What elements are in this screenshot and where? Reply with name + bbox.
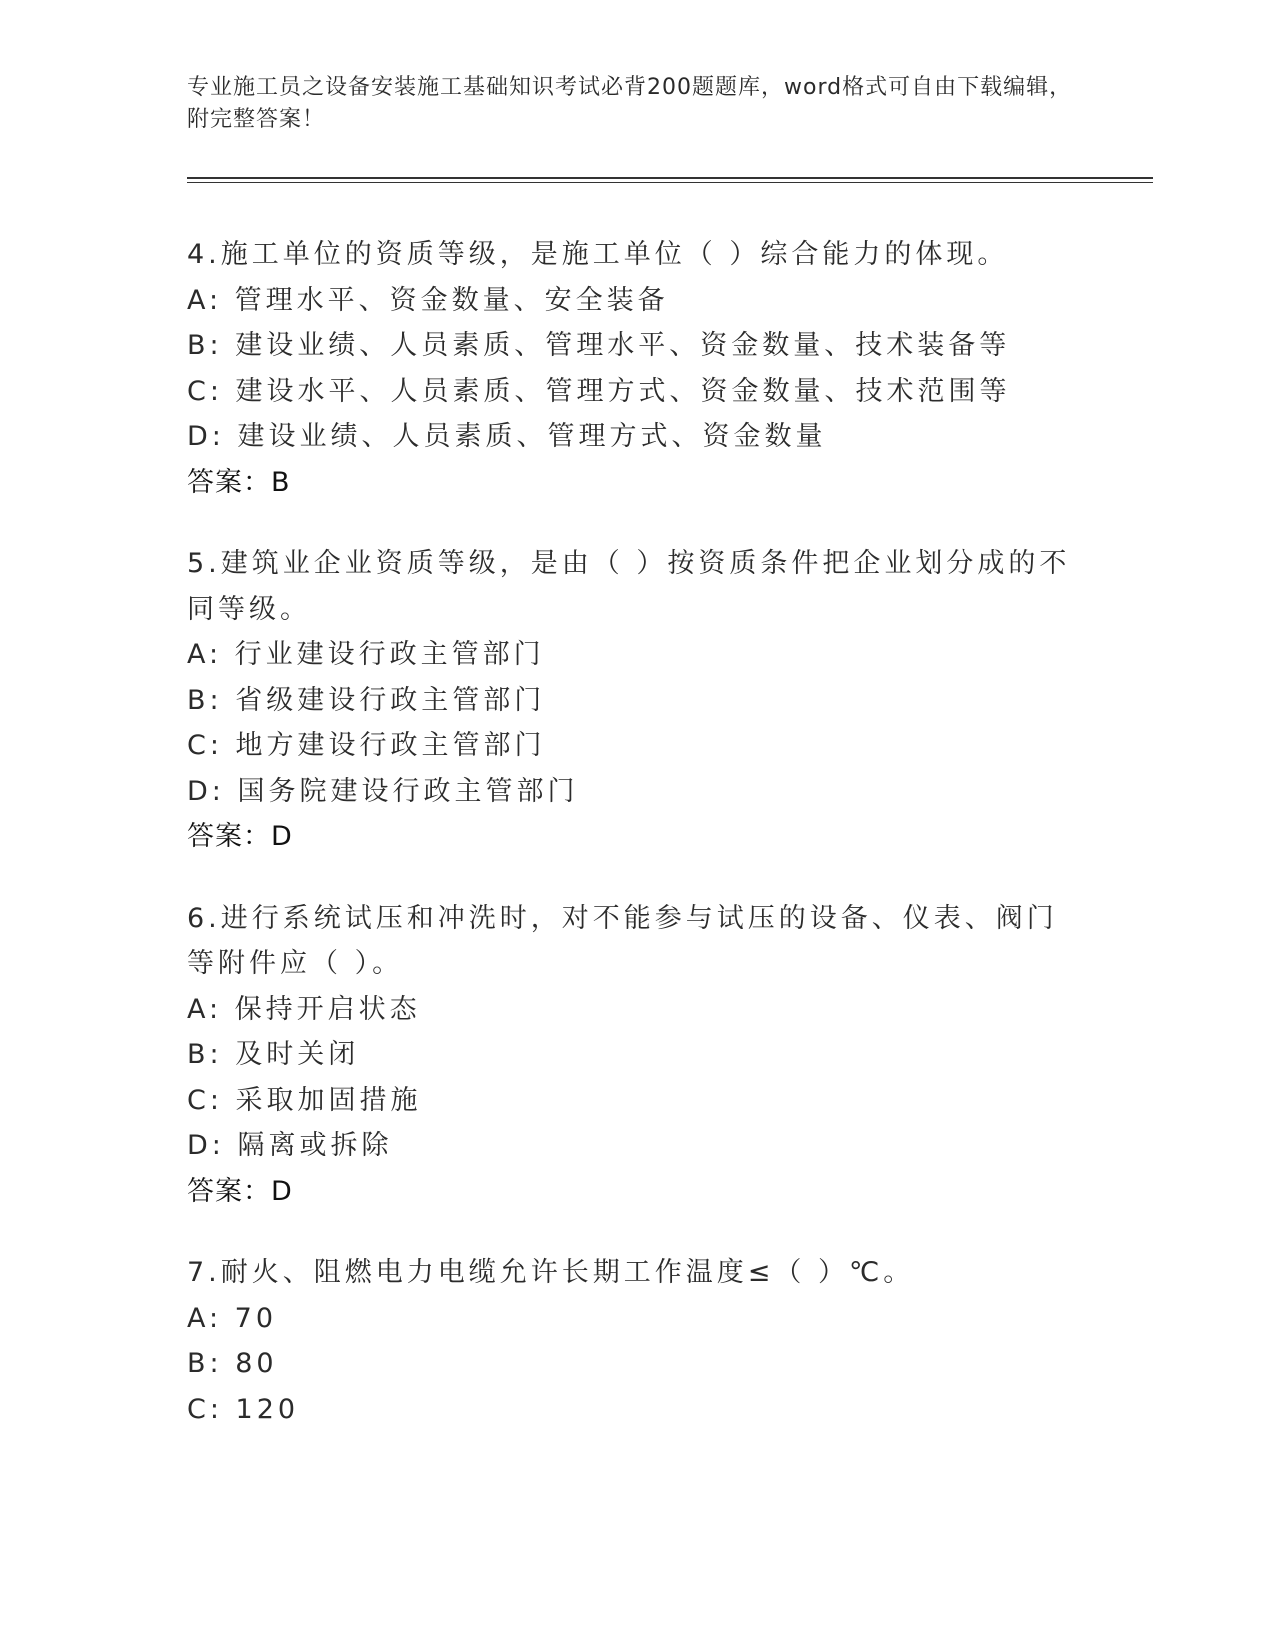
option-d: D: 国务院建设行政主管部门: [187, 775, 579, 807]
option-c: C: 120: [187, 1393, 300, 1425]
header-divider-thin: [187, 182, 1153, 183]
question-stem: 6.进行系统试压和冲洗时，对不能参与试压的设备、仪表、阀门等附件应（ ）。: [187, 902, 1058, 979]
option-b: B: 及时关闭: [187, 1039, 360, 1070]
option-a: A: 70: [187, 1302, 278, 1334]
option-a: A: 管理水平、资金数量、安全装备: [187, 284, 669, 316]
question-5: [187, 541, 1087, 860]
option-c: C: 地方建设行政主管部门: [187, 730, 546, 761]
option-c: C: 建设水平、人员素质、管理方式、资金数量、技术范围等: [187, 375, 1011, 407]
question-stem: 7.耐火、阻燃电力电缆允许长期工作温度≤（ ）℃。: [187, 1257, 915, 1288]
question-stem: 4.施工单位的资质等级，是施工单位（ ）综合能力的体现。: [187, 239, 1009, 270]
option-d: D: 隔离或拆除: [187, 1130, 393, 1161]
option-b: B: 省级建设行政主管部门: [187, 684, 546, 716]
answer: 答案：D: [187, 1175, 293, 1207]
question-list: [187, 232, 1087, 1468]
header-divider-thick: [187, 177, 1153, 179]
answer: 答案：B: [187, 466, 291, 498]
question-7: [187, 1250, 1087, 1432]
question-stem: 5.建筑业企业资质等级，是由（ ）按资质条件把企业划分成的不同等级。: [187, 548, 1071, 625]
answer: 答案：D: [187, 821, 293, 852]
question-4: [187, 232, 1087, 505]
document-header: 专业施工员之设备安装施工基础知识考试必背200题题库，word格式可自由下载编辑，附完整答案！: [187, 75, 1073, 132]
option-b: B: 80: [187, 1348, 278, 1379]
option-c: C: 采取加固措施: [187, 1084, 422, 1116]
option-d: D: 建设业绩、人员素质、管理方式、资金数量: [187, 421, 827, 452]
option-b: B: 建设业绩、人员素质、管理水平、资金数量、技术装备等: [187, 330, 1011, 361]
option-a: A: 保持开启状态: [187, 993, 421, 1025]
option-a: A: 行业建设行政主管部门: [187, 639, 545, 670]
question-6: [187, 896, 1087, 1215]
